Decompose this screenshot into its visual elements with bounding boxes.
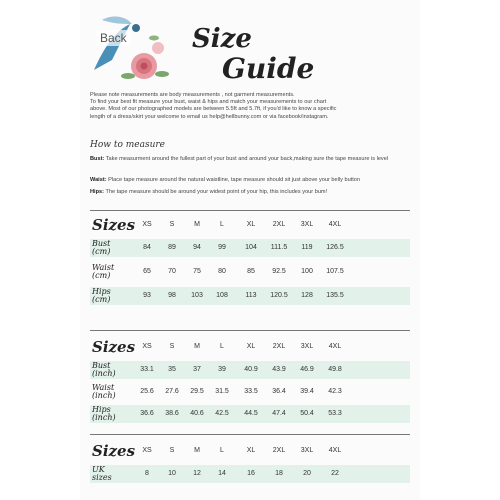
size-header-cell: XS: [142, 447, 152, 454]
table-cell: 128: [301, 292, 313, 299]
divider: [90, 330, 410, 331]
table-row: [90, 465, 410, 483]
table-cell: 12: [193, 470, 201, 477]
notes-line: Please note measurements are body measurements , not garment measurements.: [90, 92, 295, 98]
table-cell: 84: [143, 244, 151, 251]
table-row: [90, 239, 410, 257]
table-cell: 36.4: [272, 388, 286, 395]
sizes-label: Sizes: [92, 338, 136, 356]
size-header-cell: XL: [246, 221, 256, 228]
size-header-cell: 4XL: [328, 221, 342, 228]
table-cell: 37: [193, 366, 201, 373]
table-cell: 98: [168, 292, 176, 299]
notes-line: To find your best fit measure your bust, waist & hips and match your measurements to our chart: [90, 99, 327, 106]
row-label: [92, 264, 114, 280]
row-label-unit: sizes: [92, 473, 112, 482]
row-label-name: Waist: [92, 263, 115, 272]
row-label-unit: (cm): [92, 247, 111, 256]
table-cell: 44.5: [244, 410, 258, 417]
size-header-cell: S: [169, 343, 175, 350]
waist-label: Waist:: [90, 177, 107, 183]
table-cell: 22: [331, 470, 339, 477]
table-cell: 108: [216, 292, 228, 299]
table-cell: 119: [301, 244, 313, 251]
size-header-cell: XL: [246, 343, 256, 350]
table-cell: 35: [168, 366, 176, 373]
table-cell: 93: [143, 292, 151, 299]
table-cell: 135.5: [326, 292, 344, 299]
sizes-label: Sizes: [92, 442, 136, 460]
size-header-cell: M: [194, 447, 200, 454]
table-row: [90, 287, 410, 305]
row-label-unit: (cm): [92, 295, 111, 304]
table-row: [90, 405, 410, 423]
waist-text: Place tape measure around the natural waistline, tape measure should sit just above your belly button: [108, 177, 361, 183]
hips-label: Hips:: [90, 189, 104, 195]
size-header-cell: XS: [142, 221, 152, 228]
table-cell: 38.6: [165, 410, 179, 417]
table-row: [90, 361, 410, 379]
table-cell: 33.5: [244, 388, 258, 395]
size-header-cell: 2XL: [272, 343, 286, 350]
table-cell: 20: [303, 470, 311, 477]
size-header-cell: L: [220, 221, 224, 228]
hips-text: The tape measure should be around your widest point of your hip, this includes your bum!: [105, 189, 328, 195]
size-header-cell: XS: [142, 343, 152, 350]
size-header-cell: XL: [246, 447, 256, 454]
bird-rose-illustration: [84, 8, 174, 88]
page-title-line1: Size: [192, 24, 252, 54]
hips-instruction: [90, 189, 412, 196]
table-cell: 46.9: [300, 366, 314, 373]
row-label-name: Hips: [92, 287, 111, 296]
table-cell: 100: [301, 268, 313, 275]
table-cell: 40.9: [244, 366, 258, 373]
table-cell: 65: [143, 268, 151, 275]
table-cell: 103: [191, 292, 203, 299]
notes-line: length of a dress/skirt your welcome to email us help@hellbunny.com or via facebook/instagram.: [90, 113, 329, 120]
size-header-cell: S: [169, 221, 175, 228]
table-cell: 18: [275, 470, 283, 477]
table-cell: 50.4: [300, 410, 314, 417]
size-header-cell: L: [220, 447, 224, 454]
bust-text: Take measurment around the fullest part of your bust and around your back,making sure the tape measure is level: [105, 156, 389, 162]
size-table-inch: [90, 337, 410, 423]
bust-instruction: [90, 156, 412, 163]
table-row: [90, 383, 410, 401]
size-header-cell: 3XL: [300, 447, 314, 454]
table-cell: 14: [218, 470, 226, 477]
back-button[interactable]: Back: [96, 30, 131, 46]
size-header-cell: 2XL: [272, 447, 286, 454]
size-header-cell: M: [194, 221, 200, 228]
table-header-row: [90, 441, 410, 459]
size-header-cell: 4XL: [328, 447, 342, 454]
row-label-unit: (inch): [92, 413, 116, 422]
table-cell: 70: [168, 268, 176, 275]
table-header-row: [90, 337, 410, 355]
row-label: [92, 384, 116, 400]
size-header-cell: 4XL: [328, 343, 342, 350]
waist-instruction: [90, 177, 412, 184]
size-header-cell: 3XL: [300, 221, 314, 228]
row-label-unit: (inch): [92, 369, 116, 378]
table-cell: 39: [218, 366, 226, 373]
page-title-line2: Guide: [222, 52, 315, 85]
divider: [90, 210, 410, 211]
table-cell: 111.5: [270, 244, 288, 251]
table-cell: 126.5: [326, 244, 344, 251]
table-cell: 47.4: [272, 410, 286, 417]
row-label-name: Bust: [92, 239, 111, 248]
row-label-name: Bust: [92, 361, 111, 370]
table-cell: 36.6: [140, 410, 154, 417]
divider: [90, 434, 410, 435]
table-cell: 120.5: [270, 292, 288, 299]
table-cell: 107.5: [326, 268, 344, 275]
sizes-label: Sizes: [92, 216, 136, 234]
table-cell: 92.5: [272, 268, 286, 275]
table-cell: 29.5: [190, 388, 204, 395]
size-header-cell: 3XL: [300, 343, 314, 350]
row-label: [92, 466, 112, 482]
row-label-unit: (cm): [92, 271, 111, 280]
table-cell: 104: [245, 244, 257, 251]
table-cell: 40.6: [190, 410, 204, 417]
table-cell: 49.8: [328, 366, 342, 373]
row-label: [92, 362, 116, 378]
table-cell: 89: [168, 244, 176, 251]
table-cell: 10: [168, 470, 176, 477]
table-cell: 33.1: [140, 366, 154, 373]
table-cell: 85: [247, 268, 255, 275]
row-label: [92, 288, 111, 304]
table-cell: 113: [245, 292, 257, 299]
notes-line: above. Most of our photographed models are between 5.5ft and 5.7ft, if you'd like to know a specific: [90, 106, 337, 113]
table-cell: 31.5: [215, 388, 229, 395]
measurement-notes: [90, 92, 412, 121]
bust-label: Bust:: [90, 156, 105, 162]
table-cell: 80: [218, 268, 226, 275]
table-cell: 16: [247, 470, 255, 477]
table-cell: 27.6: [165, 388, 179, 395]
size-header-cell: L: [220, 343, 224, 350]
row-label-name: Waist: [92, 383, 115, 392]
table-cell: 39.4: [300, 388, 314, 395]
size-header-cell: S: [169, 447, 175, 454]
table-cell: 94: [193, 244, 201, 251]
row-label: [92, 406, 116, 422]
table-cell: 43.9: [272, 366, 286, 373]
size-table-cm: [90, 215, 410, 305]
table-cell: 8: [145, 470, 149, 477]
size-header-cell: 2XL: [272, 221, 286, 228]
table-header-row: [90, 215, 410, 233]
size-table-uk: [90, 441, 410, 483]
row-label-name: Hips: [92, 405, 111, 414]
table-cell: 75: [193, 268, 201, 275]
row-label-name: UK: [92, 465, 105, 474]
how-to-measure-heading: How to measure: [90, 140, 165, 150]
table-row: [90, 263, 410, 281]
row-label: [92, 240, 110, 256]
size-header-cell: M: [194, 343, 200, 350]
table-cell: 99: [218, 244, 226, 251]
table-cell: 53.3: [328, 410, 342, 417]
table-cell: 42.3: [328, 388, 342, 395]
table-cell: 25.6: [140, 388, 154, 395]
table-cell: 42.5: [215, 410, 229, 417]
row-label-unit: (inch): [92, 391, 116, 400]
